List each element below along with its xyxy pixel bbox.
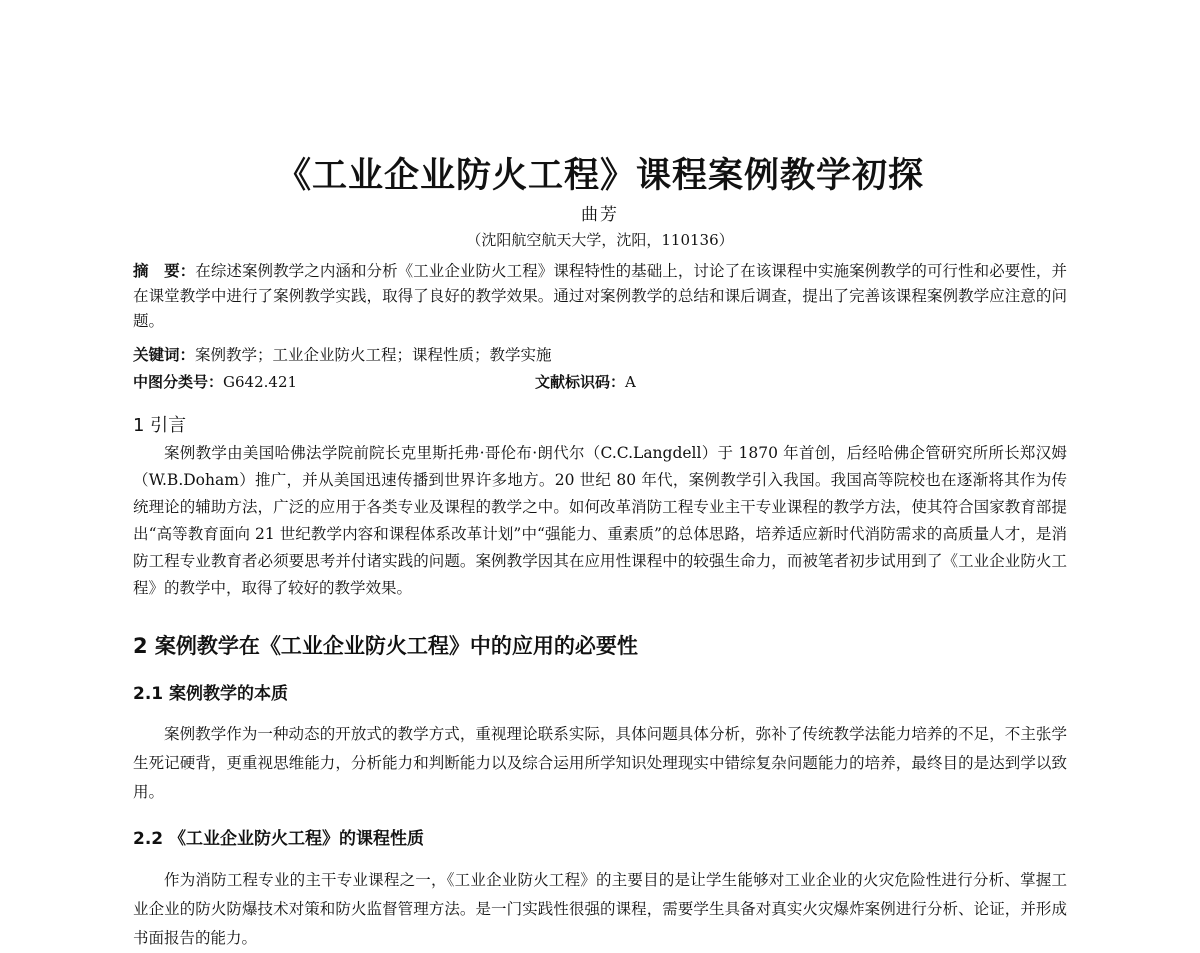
keywords <box>133 343 1067 367</box>
author-affiliation: （沈阳航空航天大学，沈阳，110136） <box>466 231 734 249</box>
abstract-label: 摘 要： <box>133 262 196 280</box>
subsection-paragraph-essence: 案例教学作为一种动态的开放式的教学方式，重视理论联系实际，具体问题具体分析，弥补了传统教学法能力培养的不足，不主张学生死记硬背，更重视思维能力，分析能力和判断能力以及综合运用所学知识处理现实中错综复杂问题能力的培养，最终目的是达到学以致用。 <box>133 725 1067 801</box>
classification-line <box>133 371 1067 393</box>
keywords-label: 关键词： <box>133 346 196 364</box>
classification <box>133 371 297 393</box>
abstract-text: 在综述案例教学之内涵和分析《工业企业防火工程》课程特性的基础上，讨论了在该课程中实施案例教学的可行性和必要性，并在课堂教学中进行了案例教学实践，取得了良好的教学效果。通过对案例教学的总结和课后调查，提出了完善该课程案例教学应注意的问题。 <box>133 262 1067 330</box>
section-heading-necessity: 2 案例教学在《工业企业防火工程》中的应用的必要性 <box>133 634 638 658</box>
paper-title: 《工业企业防火工程》课程案例教学初探 <box>275 156 924 196</box>
subsection-paragraph-course-nature: 作为消防工程专业的主干专业课程之一，《工业企业防火工程》的主要目的是让学生能够对工业企业的火灾危险性进行分析、掌握工业企业的防火防爆技术对策和防火监督管理方法。是一门实践性很强的课程，需要学生具备对真实火灾爆炸案例进行分析、论证，并形成书面报告的能力。 <box>133 871 1067 947</box>
subsection-heading-essence: 2.1 案例教学的本质 <box>133 684 289 704</box>
doc-code-value: A <box>625 373 636 391</box>
section-heading-introduction: 1 引言 <box>133 415 187 436</box>
doc-code-label: 文献标识码： <box>535 373 626 391</box>
author-name: 曲芳 <box>581 205 619 225</box>
keywords-text: 案例教学；工业企业防火工程；课程性质；教学实施 <box>195 346 552 364</box>
subsection-heading-course-nature: 2.2 《工业企业防火工程》的课程性质 <box>133 829 425 849</box>
section-paragraph-introduction: 案例教学由美国哈佛法学院前院长克里斯托弗·哥伦布·朗代尔（C.C.Langdell）于 1870 年首创，后经哈佛企管研究所所长郑汉姆（W.B.Doham）推广，并从美国迅速传播到世界许多地方。20 世纪 80 年代，案例教学引入我国。我国高等院校也在逐渐将其作为传统理论的辅助方法，广泛的应用于各类专业及课程的教学之中。如何改革消防工程专业主干专业课程的教学方法，使其符合国家教育部提出“高等教育面向 21 世纪教学内容和课程体系改革计划”中“强能力、重素质”的总体思路，培养适应新时代消防需求的高质量人才，是消防工程专业教育者必须要思考并付诸实践的问题。案例教学因其在应用性课程中的较强生命力，而被笔者初步试用到了《工业企业防火工程》的教学中，取得了较好的教学效果。 <box>133 444 1067 597</box>
classification-value: G642.421 <box>223 373 298 391</box>
doc-code <box>535 371 636 393</box>
abstract <box>133 259 1067 334</box>
classification-label: 中图分类号： <box>133 373 224 391</box>
